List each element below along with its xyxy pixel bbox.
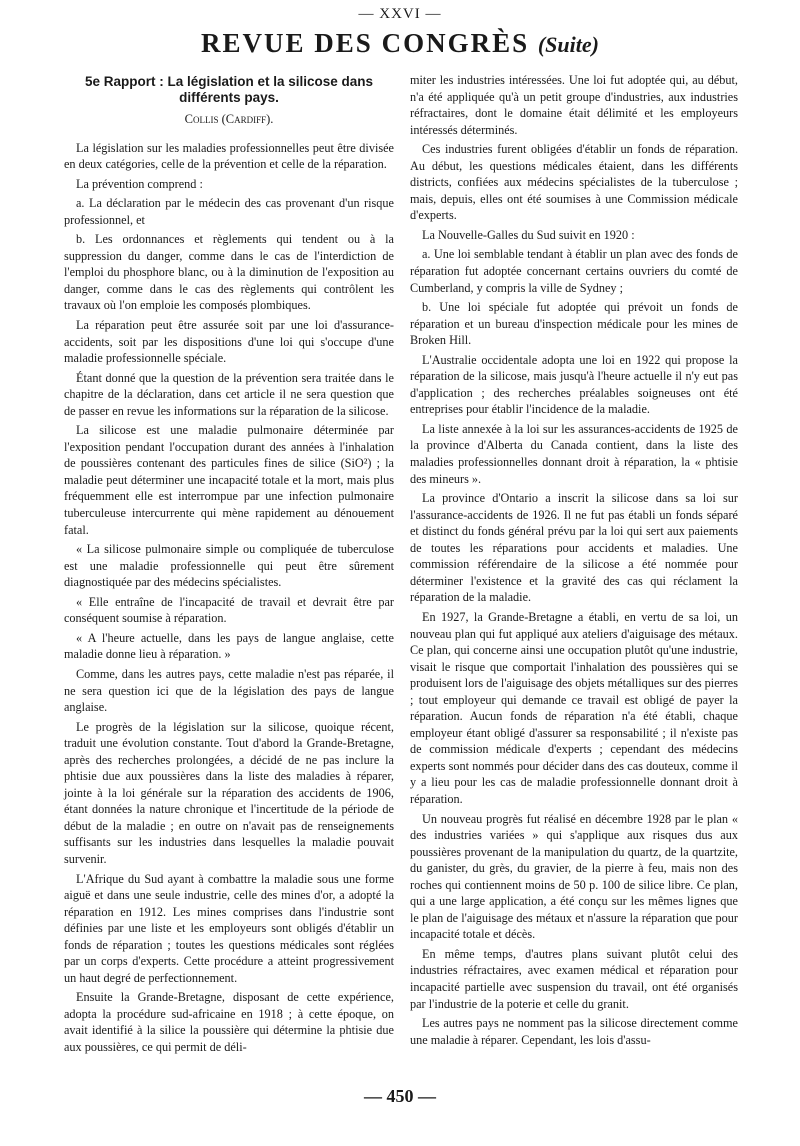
paragraph: Le progrès de la législation sur la silicose, quoique récent, traduit une évolution constante. Tout d'abord la Grande-Bretagne, après des recherches prolongées, a décidé de ne pas inclure la phtisie due aux poussières dans la liste des maladies à réparer, jointe à la loi générale sur la réparation des accidents de 1906, étant données la nature chronique et l'incertitude de la période de début de la maladie ; en outre on n'avait pas de renseignements suffisants sur les industries dans lesquelles la maladie pouvait survenir. bbox=[64, 719, 394, 866]
section-header bbox=[0, 28, 800, 59]
paragraph: « Elle entraîne de l'incapacité de travail et devrait être par conséquent soumise à réparation. bbox=[64, 594, 394, 626]
paragraph: En 1927, la Grande-Bretagne a établi, en vertu de sa loi, un nouveau plan qui fut appliqué aux ateliers d'aiguisage des métaux. Ce plan, qui concerne ainsi une occupation plutôt qu'une industrie, visait le risque que comportait l'inhalation des poussières qui se produisent lors de l'aiguisage des objets métalliques sur des pierres ; tout employeur qui demande ce travail est obligé de payer la réparation. Aucun fonds de réparation n'a été établi, chaque employeur étant obligé d'assurer sa responsabilité ; il n'existe pas de commission médicale d'experts ; cependant des médecins experts sont nommés pour décider dans des cas douteux, comme il y a lieu pour les cas de maladie professionnelle donnant droit à réparation. bbox=[410, 609, 738, 806]
paragraph: Comme, dans les autres pays, cette maladie n'est pas réparée, il ne sera question ici que de la législation des pays de langue anglaise. bbox=[64, 666, 394, 715]
left-column bbox=[64, 72, 394, 1059]
paragraph: La prévention comprend : bbox=[76, 176, 203, 191]
paragraph: La liste annexée à la loi sur les assurances-accidents de 1925 de la province d'Alberta du Canada contient, dans la liste des maladies professionnelles donnant droit à réparation, la « phtisie des mineurs ». bbox=[410, 421, 738, 486]
paragraph: Un nouveau progrès fut réalisé en décembre 1928 par le plan « des industries variées » qui s'applique aux risques dus aux poussières provenant de la manipulation du quartz, de la quartzite, du ganister, du grès, du gravier, de la pierre à feu, mais non des roches qui contiennent moins de 50 p. 100 de silice libre. Ce plan, qui a une large application, a été conçu sur les mêmes lignes que le plan de l'aiguisage des métaux et n'assure la réparation que pour incapacité totale et décès. bbox=[410, 811, 738, 942]
paragraph: Ensuite la Grande-Bretagne, disposant de cette expérience, adopta la procédure sud-africaine en 1918 ; à cette époque, on avait identifié à la silice la poussière qui détermine la phtisie due aux poussières, ce qui permit de déli- bbox=[64, 990, 394, 1054]
paragraph: Étant donné que la question de la prévention sera traitée dans le chapitre de la déclaration, dans cet article il ne sera question que de passer en revue les informations sur la réparation de la silicose. bbox=[64, 370, 394, 418]
paragraph: La législation sur les maladies professionnelles peut être divisée en deux catégories, celle de la prévention et celle de la réparation. bbox=[64, 140, 394, 172]
header-title: REVUE DES CONGRÈS bbox=[201, 28, 530, 58]
report-title: 5e Rapport : La législation et la silicose dans différents pays. bbox=[84, 74, 374, 105]
paragraph: Les autres pays ne nomment pas la silicose directement comme une maladie à réparer. Cependant, les lois d'assu- bbox=[410, 1016, 738, 1047]
paragraph: b. Une loi spéciale fut adoptée qui prévoit un fonds de réparation et un bureau d'inspection médicale pour les mines de Broken Hill. bbox=[410, 300, 738, 348]
paragraph: L'Australie occidentale adopta une loi en 1922 qui propose la réparation de la silicose, mais jusqu'à l'heure actuelle il n'y eut pas d'application ; des recherches préalables soigneuses ont été entreprises pour établir l'incidence de la maladie. bbox=[410, 352, 738, 417]
paragraph: En même temps, d'autres plans suivant plutôt celui des industries réfractaires, avec examen médical et réparation pour incapacité partielle avec suspension du travail, ont été organisés par l'industrie de la poterie et celle du granit. bbox=[410, 946, 738, 1011]
paragraph: b. Les ordonnances et règlements qui tendent ou à la suppression du danger, comme dans le cas de l'interdiction de l'emploi du phosphore blanc, ou à la diminution de l'exposition au danger, comme dans le cas des règlements qui contrôlent les travaux où l'on emploie les composés plombiques. bbox=[64, 232, 394, 313]
header-suite: (Suite) bbox=[537, 32, 599, 57]
report-author: Collis (Cardiff). bbox=[184, 112, 274, 126]
paragraph: a. La déclaration par le médecin des cas provenant d'un risque professionnel, et bbox=[64, 196, 394, 227]
paragraph: La province d'Ontario a inscrit la silicose dans sa loi sur l'assurance-accidents de 1926. Il ne fut pas établi un fonds séparé et distinct du fonds général prévu par la loi qui sert aux paiements de toutes les réparations pour accidents et maladies. Une commission référendaire de la silicose a été nommée pour déterminer l'existence et la gravité des cas qui réclament la réparation de la maladie. bbox=[410, 491, 738, 605]
paragraph: La réparation peut être assurée soit par une loi d'assurance-accidents, soit par les dispositions d'une loi qui s'occupe d'une maladie professionnelle spéciale. bbox=[64, 318, 394, 366]
paragraph: miter les industries intéressées. Une loi fut adoptée qui, au début, n'a été appliquée qu'à un petit groupe d'industries, aux industries réfractaires, dont le domaine était délimité et les employeurs intéressés déterminés. bbox=[410, 73, 738, 137]
right-column bbox=[410, 72, 738, 1051]
paragraph: « La silicose pulmonaire simple ou compliquée de tuberculose est une maladie professionnelle qui peut être sûrement diagnostiquée par des médecins spécialistes. bbox=[64, 542, 394, 590]
left-column-body bbox=[64, 140, 394, 1056]
paragraph: La silicose est une maladie pulmonaire déterminée par l'exposition pendant l'occupation durant des années à l'inhalation de poussières contenant des particules fines de silice (SiO²) ; la maladie peut déterminer une incapacité totale et la mort, mais plus fréquemment elle est interrompue par une infection pulmonaire tuberculeuse intercurrente qui mène rapidement au dénouement fatal. bbox=[64, 423, 394, 537]
page-number: — 450 — bbox=[364, 1086, 436, 1106]
roman-page-number: — XXVI — bbox=[358, 6, 442, 22]
paragraph: « A l'heure actuelle, dans les pays de langue anglaise, cette maladie donne lieu à réparation. » bbox=[64, 630, 394, 662]
paragraph: L'Afrique du Sud ayant à combattre la maladie sous une forme aiguë et dans une seule industrie, celle des mines d'or, a adopté la réparation en 1912. Les mines comprises dans l'industrie sont définies par une liste et les employeurs sont obligés d'établir un fonds de réparation ; toutes les questions médicales sont réglées par un corps d'experts. Cette procédure a atteint progressivement un haut degré de perfectionnement. bbox=[64, 871, 394, 985]
paragraph: La Nouvelle-Galles du Sud suivit en 1920 : bbox=[422, 227, 635, 242]
paragraph: a. Une loi semblable tendant à établir un plan avec des fonds de réparation fut adoptée concernant certains ouvriers du comté de Cumberland, y compris la ville de Sydney ; bbox=[410, 247, 738, 295]
paragraph: Ces industries furent obligées d'établir un fonds de réparation. Au début, les questions médicales étaient, dans les différents districts, confiées aux médecins spécialistes de la tuberculose ; mais, depuis, elles ont été soumises à une Commission médicale d'experts. bbox=[410, 142, 738, 223]
